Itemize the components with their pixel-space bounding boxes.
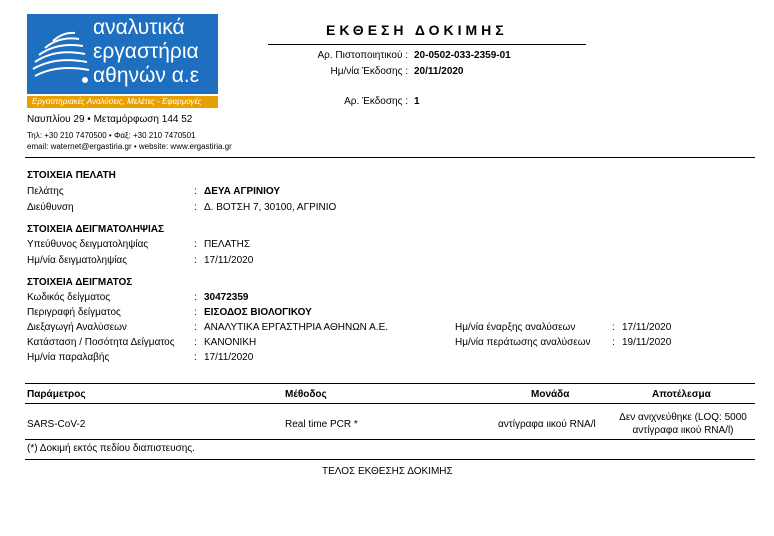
client-name-label: Πελάτης <box>27 186 64 197</box>
issue-date-label: Ημ/νία Έκδοσης : <box>330 66 408 77</box>
logo-line-3: αθηνών α.ε <box>93 64 200 87</box>
table-bottom-rule <box>25 439 755 440</box>
sample-received-value: 17/11/2020 <box>204 352 254 363</box>
col-header-unit: Μονάδα <box>531 389 570 400</box>
col-header-result: Αποτέλεσμα <box>652 389 711 400</box>
header-bottom-rule <box>25 403 755 404</box>
client-name-value: ΔΕΥΑ ΑΓΡΙΝΙΟΥ <box>204 186 281 197</box>
logo-line-1: αναλυτικά <box>93 16 185 39</box>
logo-waves-icon <box>27 14 97 94</box>
footnote: (*) Δοκιμή εκτός πεδίου διαπιστευσης. <box>27 443 195 454</box>
issue-no-value: 1 <box>414 96 420 107</box>
sampling-responsible-value: ΠΕΛΑΤΗΣ <box>204 239 251 250</box>
company-address: Ναυπλίου 29 • Μεταμόρφωση 144 52 <box>27 114 193 125</box>
client-address-label: Διεύθυνση <box>27 202 74 213</box>
sample-code-label: Κωδικός δείγματος <box>27 292 111 303</box>
sample-condition-colon: : <box>194 337 197 348</box>
row-result-line2: αντίγραφα ιικού RNA/l) <box>632 425 734 436</box>
analysis-end-colon: : <box>612 337 615 348</box>
sample-condition-label: Κατάσταση / Ποσότητα Δείγματος <box>27 337 175 348</box>
row-result-line1: Δεν ανιχνεύθηκε (LOQ: 5000 <box>619 412 747 423</box>
sampling-responsible-colon: : <box>194 239 197 250</box>
issue-no-label: Αρ. Έκδοσης : <box>344 96 408 107</box>
sample-section-title: ΣΤΟΙΧΕΙΑ ΔΕΙΓΜΑΤΟΣ <box>27 277 133 288</box>
sample-desc-colon: : <box>194 307 197 318</box>
sampling-date-value: 17/11/2020 <box>204 255 254 266</box>
sample-code-value: 30472359 <box>204 292 249 303</box>
cert-label: Αρ. Πιστοποιητικού : <box>317 50 408 61</box>
client-name-colon: : <box>194 186 197 197</box>
analysis-start-colon: : <box>612 322 615 333</box>
title-underline <box>268 44 586 45</box>
company-logo <box>27 14 218 94</box>
col-header-parameter: Παράμετρος <box>27 389 86 400</box>
company-phones: Τηλ: +30 210 7470500 • Φαξ: +30 210 7470501 <box>27 131 196 140</box>
row-parameter: SARS-CoV-2 <box>27 419 86 430</box>
client-section-title: ΣΤΟΙΧΕΙΑ ΠΕΛΑΤΗ <box>27 170 116 181</box>
sample-desc-label: Περιγραφή δείγματος <box>27 307 121 318</box>
sample-received-label: Ημ/νία παραλαβής <box>27 352 110 363</box>
logo-tagline: Εργαστηριακές Αναλύσεις, Μελέτες - Εφαρμογές <box>32 97 202 106</box>
client-address-value: Δ. ΒΟΤΣΗ 7, 30100, ΑΓΡΙΝΙΟ <box>204 202 337 213</box>
table-top-rule <box>25 383 755 384</box>
footnote-rule <box>25 459 755 460</box>
analysis-end-label: Ημ/νία περάτωσης αναλύσεων <box>455 337 591 348</box>
logo-tagline-strip <box>27 96 218 108</box>
sampling-date-label: Ημ/νία δειγματοληψίας <box>27 255 128 266</box>
sample-desc-value: ΕΙΣΟΔΟΣ ΒΙΟΛΟΓΙΚΟΥ <box>204 307 312 318</box>
cert-value: 20-0502-033-2359-01 <box>414 50 511 61</box>
document-title: ΕΚΘΕΣΗ ΔΟΚΙΜΗΣ <box>326 22 508 38</box>
analysis-start-value: 17/11/2020 <box>622 322 672 333</box>
logo-line-2: εργαστήρια <box>93 40 199 63</box>
sample-received-colon: : <box>194 352 197 363</box>
col-header-method: Μέθοδος <box>285 389 327 400</box>
sampling-date-colon: : <box>194 255 197 266</box>
sample-analysis-value: ΑΝΑΛΥΤΙΚΑ ΕΡΓΑΣΤΗΡΙΑ ΑΘΗΝΩΝ Α.Ε. <box>204 322 389 333</box>
issue-date-value: 20/11/2020 <box>414 66 464 77</box>
header-divider <box>25 157 755 158</box>
sampling-section-title: ΣΤΟΙΧΕΙΑ ΔΕΙΓΜΑΤΟΛΗΨΙΑΣ <box>27 224 165 235</box>
row-method: Real time PCR * <box>285 419 358 430</box>
sample-condition-value: ΚΑΝΟΝΙΚΗ <box>204 337 257 348</box>
sample-analysis-colon: : <box>194 322 197 333</box>
sampling-responsible-label: Υπεύθυνος δειγματοληψίας <box>27 239 149 250</box>
sample-code-colon: : <box>194 292 197 303</box>
row-unit: αντίγραφα ιικού RNA/l <box>498 419 596 430</box>
sample-analysis-label: Διεξαγωγή Αναλύσεων <box>27 322 127 333</box>
end-of-report: ΤΕΛΟΣ ΕΚΘΕΣΗΣ ΔΟΚΙΜΗΣ <box>322 466 453 477</box>
company-contact: email: waternet@ergastiria.gr • website: www.ergastiria.gr <box>27 142 232 151</box>
client-address-colon: : <box>194 202 197 213</box>
analysis-start-label: Ημ/νία έναρξης αναλύσεων <box>455 322 576 333</box>
analysis-end-value: 19/11/2020 <box>622 337 672 348</box>
